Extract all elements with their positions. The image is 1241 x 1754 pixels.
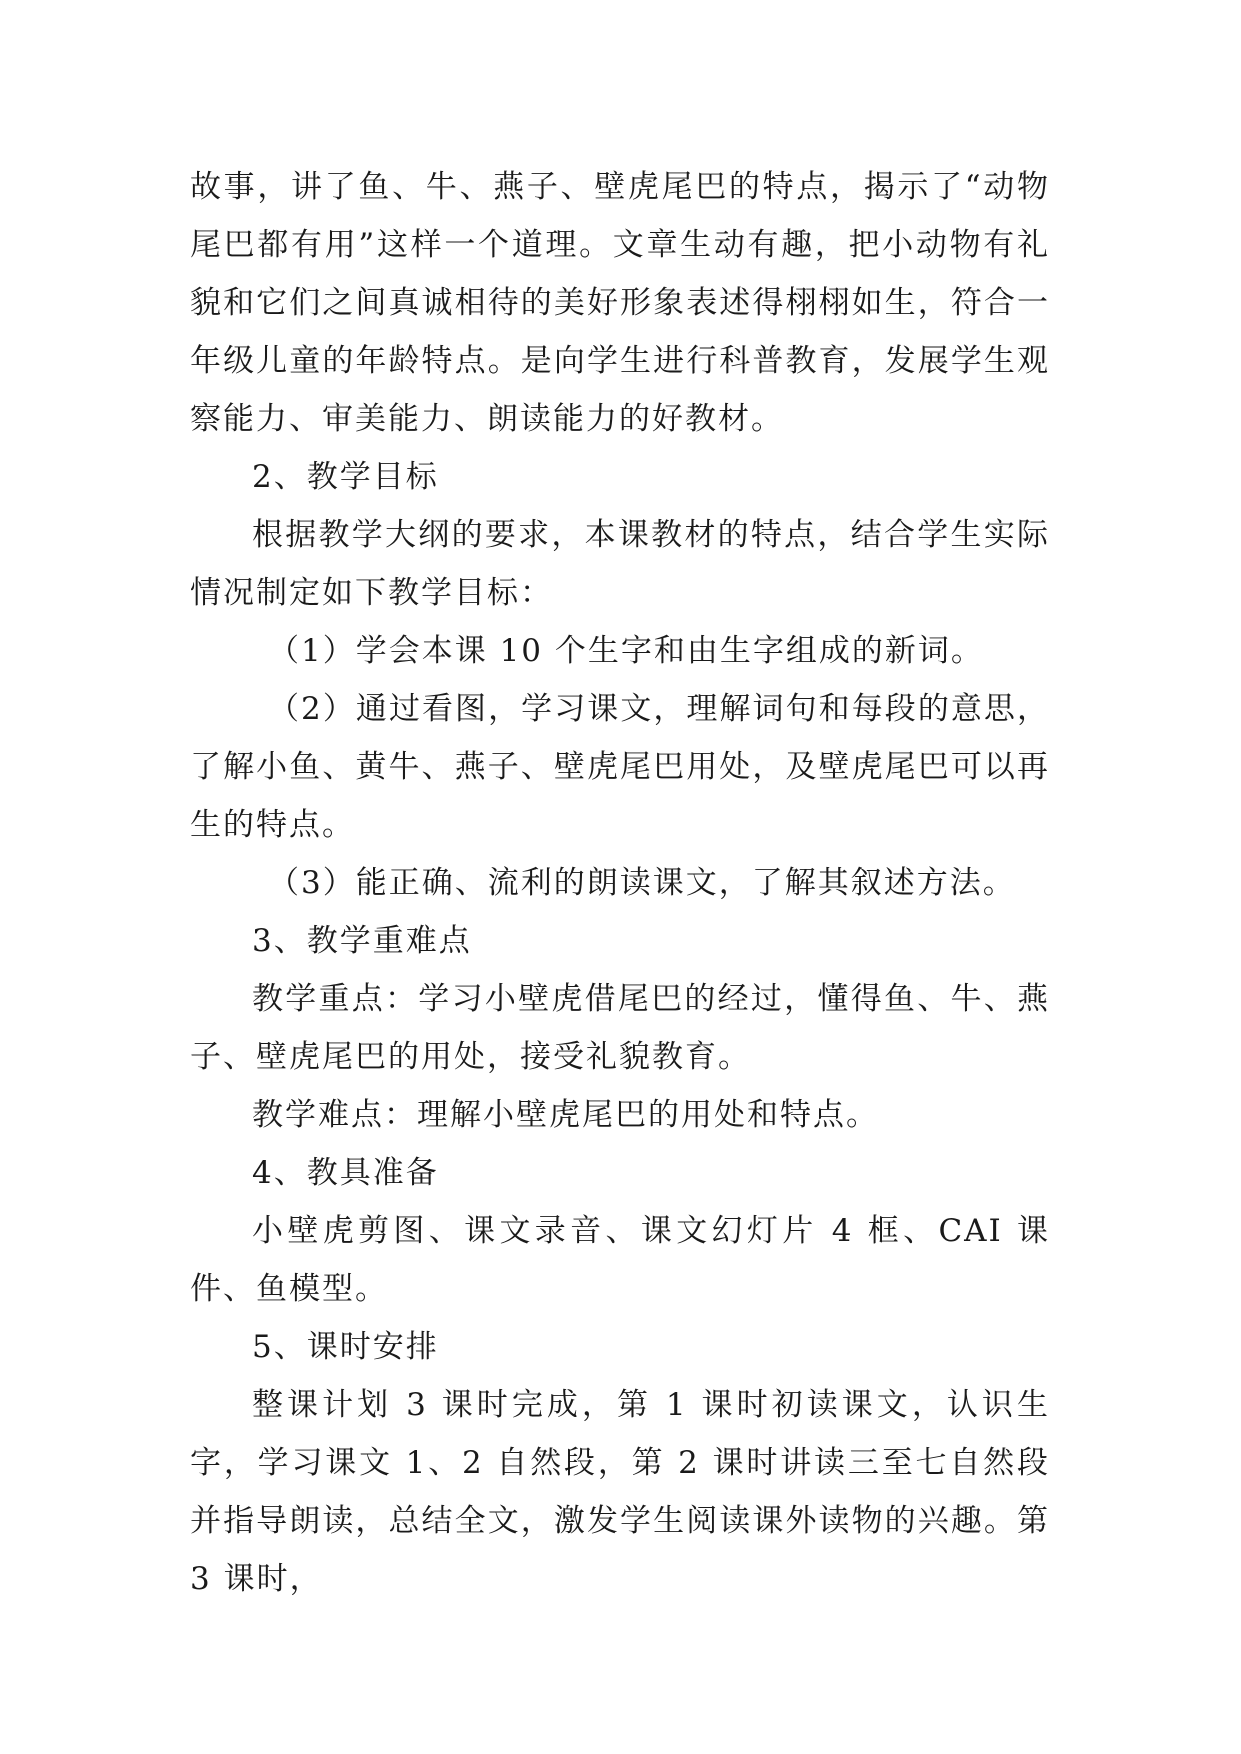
paragraph-difficult-point: 教学难点：理解小壁虎尾巴的用处和特点。 [252, 1097, 879, 1133]
section-heading-teaching-goals: 2、教学目标 [252, 459, 439, 495]
goal-item-2: （2）通过看图，学习课文，理解词句和每段的意思，了解小鱼、黄牛、燕子、壁虎尾巴用处，及壁虎尾巴可以再生的特点。 [190, 691, 1050, 843]
section-heading-key-points: 3、教学重难点 [252, 923, 472, 959]
paragraph-schedule: 整课计划 3 课时完成，第 1 课时初读课文，认识生字，学习课文 1、2 自然段，第 2 课时讲读三至七自然段并指导朗读，总结全文，激发学生阅读课外读物的兴趣。第 3 课时， [190, 1387, 1050, 1597]
paragraph-key-point: 教学重点：学习小壁虎借尾巴的经过，懂得鱼、牛、燕子、壁虎尾巴的用处，接受礼貌教育。 [190, 981, 1050, 1075]
paragraph-intro-continued: 故事，讲了鱼、牛、燕子、壁虎尾巴的特点，揭示了“动物尾巴都有用”这样一个道理。文章生动有趣，把小动物有礼貌和它们之间真诚相待的美好形象表述得栩栩如生，符合一年级儿童的年龄特点。是向学生进行科普教育，发展学生观察能力、审美能力、朗读能力的好教材。 [190, 169, 1050, 437]
paragraph-materials: 小壁虎剪图、课文录音、课文幻灯片 4 框、CAI 课件、鱼模型。 [190, 1213, 1050, 1307]
goal-item-3: （3）能正确、流利的朗读课文，了解其叙述方法。 [268, 865, 1016, 901]
paragraph-goals-intro: 根据教学大纲的要求，本课教材的特点，结合学生实际情况制定如下教学目标： [190, 517, 1050, 611]
goal-item-1: （1）学会本课 10 个生字和由生字组成的新词。 [268, 633, 984, 669]
section-heading-materials: 4、教具准备 [252, 1155, 439, 1191]
section-heading-schedule: 5、课时安排 [252, 1329, 439, 1365]
document-body [190, 158, 1050, 1608]
